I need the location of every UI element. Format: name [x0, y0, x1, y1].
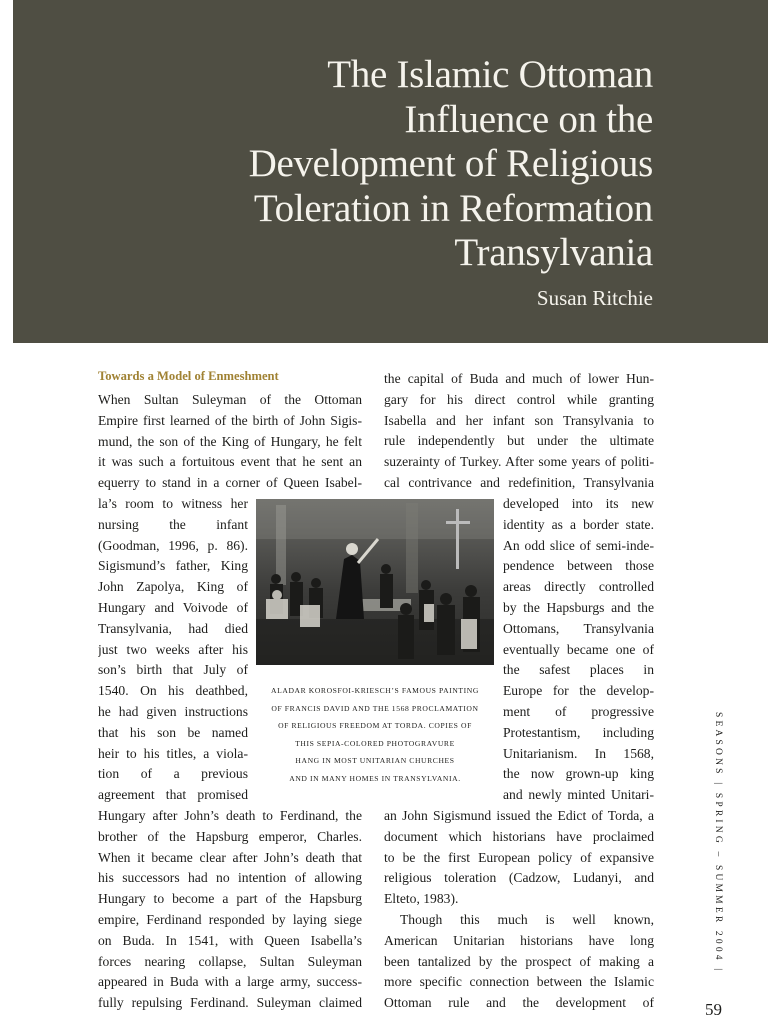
- right-column-top: [384, 369, 654, 494]
- body-line: Unitarianism. In 1568,: [503, 745, 654, 761]
- body-line: gary for his direct control while granting: [384, 391, 654, 407]
- body-line: identity as a border state.: [503, 516, 654, 532]
- body-line: areas directly controlled: [503, 579, 654, 595]
- body-line: the now grown-up king: [503, 766, 654, 782]
- running-head-text: SEASONS | SPRING – SUMMER 2004 |: [713, 712, 723, 974]
- body-line: on Buda. In 1541, with Queen Isabella’s: [98, 932, 362, 948]
- title-line: The Islamic Ottoman: [327, 53, 653, 96]
- body-line: Ottoman rule and the development of: [384, 995, 654, 1011]
- painting-image: [256, 499, 494, 665]
- body-line: John Zapolya, King of: [98, 579, 248, 595]
- body-line: an John Sigismund issued the Edict of Torda, a: [384, 808, 654, 823]
- body-line: Hungary and Voivode of: [98, 599, 248, 615]
- body-line: Though this much is well known,: [400, 911, 654, 927]
- title-line: Development of Religious: [248, 142, 653, 185]
- body-line: heir to his titles, a viola-: [98, 745, 248, 761]
- figure-caption: [256, 682, 494, 788]
- body-line: developed into its new: [503, 496, 654, 511]
- body-line: just two weeks after his: [98, 641, 248, 657]
- body-line: empire, Ferdinand responded by laying siege: [98, 911, 362, 927]
- body-line: he had given instructions: [98, 703, 248, 719]
- body-line: An odd slice of semi-inde-: [503, 537, 654, 553]
- body-line: Isabella and her infant son Transylvania to: [384, 412, 654, 428]
- body-line: religious toleration (Cadzow, Ludanyi, and: [384, 870, 654, 886]
- caption-line: OF FRANCIS DAVID AND THE 1568 PROCLAMATION: [271, 703, 479, 713]
- body-line: document which historians have proclaimed: [384, 828, 654, 844]
- body-line: 1540. On his deathbed,: [98, 683, 248, 699]
- body-line: pendence between those: [503, 558, 654, 574]
- body-line: tion of a previous: [98, 766, 248, 782]
- right-column-wrap: [503, 494, 654, 806]
- caption-line: ALADAR KOROSFOI-KRIESCH’S FAMOUS PAINTING: [271, 686, 479, 695]
- author-name: Susan Ritchie: [536, 286, 653, 310]
- body-line: fully repulsing Ferdinand. Suleyman claimed: [98, 995, 362, 1011]
- body-line: been tantalized by the prospect of making a: [384, 953, 654, 969]
- body-line: cal contrivance and redefinition, Transylvania: [384, 474, 654, 490]
- body-line: When Sultan Suleyman of the Ottoman: [98, 392, 362, 407]
- body-line: agreement that promised: [98, 787, 248, 803]
- title-line: Influence on the: [404, 97, 653, 141]
- body-line: brother of the Hapsburg emperor, Charles.: [98, 828, 362, 844]
- body-line: Elteto, 1983).: [384, 891, 459, 907]
- section-heading: Towards a Model of Enmeshment: [98, 369, 279, 383]
- body-line: forces nearing collapse, Sultan Suleyman: [98, 953, 362, 969]
- caption-line: HANG IN MOST UNITARIAN CHURCHES: [295, 756, 455, 766]
- body-line: mund, the son of the King of Hungary, he felt: [98, 433, 362, 449]
- body-line: rule independently but under the ultimate: [384, 433, 654, 449]
- body-line: eventually became one of: [503, 641, 654, 657]
- left-column-top: [98, 390, 362, 494]
- body-line: suzerainty of Turkey. After some years of politi-: [384, 454, 654, 470]
- body-line: son’s birth that July of: [98, 662, 248, 678]
- body-line: When it became clear after John’s death that: [98, 849, 362, 865]
- caption-line: AND IN MANY HOMES IN TRANSYLVANIA.: [289, 773, 461, 783]
- body-line: Protestantism, including: [503, 724, 654, 740]
- body-line: Empire first learned of the birth of John Sigis-: [98, 412, 362, 428]
- body-line: Hungary after John’s death to Ferdinand, the: [98, 808, 362, 823]
- body-line: Transylvania, had died: [98, 620, 248, 636]
- body-line: it was such a fortuitous event that he sent an: [98, 454, 362, 470]
- body-line: la’s room to witness her: [98, 496, 248, 511]
- body-line: nursing the infant: [98, 516, 248, 532]
- left-column-wrap: [98, 494, 248, 806]
- body-line: (Goodman, 1996, p. 86).: [98, 537, 248, 553]
- body-line: Ottomans, Transylvania: [503, 620, 654, 636]
- body-line: Sigismund’s father, King: [98, 558, 248, 574]
- title-line: Toleration in Reformation: [253, 186, 653, 230]
- body-line: appeared in Buda with a large army, success-: [98, 974, 362, 990]
- body-line: Europe for the develop-: [503, 683, 654, 699]
- body-line: American Unitarian historians have long: [384, 932, 654, 948]
- body-line: his successors had no intention of allowing: [98, 870, 362, 886]
- left-column-bottom: [98, 806, 362, 1014]
- article-title: [93, 53, 653, 276]
- title-line: Transylvania: [454, 231, 653, 274]
- body-line: ment of progressive: [503, 703, 654, 719]
- right-column-bottom: [384, 806, 654, 1014]
- body-line: Hungary to become a part of the Hapsburg: [98, 891, 362, 907]
- page-number: 59: [705, 1000, 722, 1019]
- body-line: and newly minted Unitari-: [503, 787, 654, 803]
- body-line: that his son be named: [98, 724, 248, 740]
- title-banner: [13, 0, 768, 343]
- caption-line: THIS SEPIA-COLORED PHOTOGRAVURE: [295, 738, 455, 748]
- body-line: by the Hapsburgs and the: [503, 599, 654, 615]
- body-line: equerry to stand in a corner of Queen Isabel-: [98, 475, 362, 491]
- running-head: [712, 712, 726, 984]
- body-line: the capital of Buda and much of lower Hun-: [384, 371, 654, 386]
- body-line: the safest places in: [503, 662, 654, 678]
- body-line: more specific connection between the Islamic: [384, 974, 654, 990]
- caption-line: OF RELIGIOUS FREEDOM AT TORDA. COPIES OF: [278, 721, 472, 731]
- body-line: to be the first European policy of expansive: [384, 849, 654, 865]
